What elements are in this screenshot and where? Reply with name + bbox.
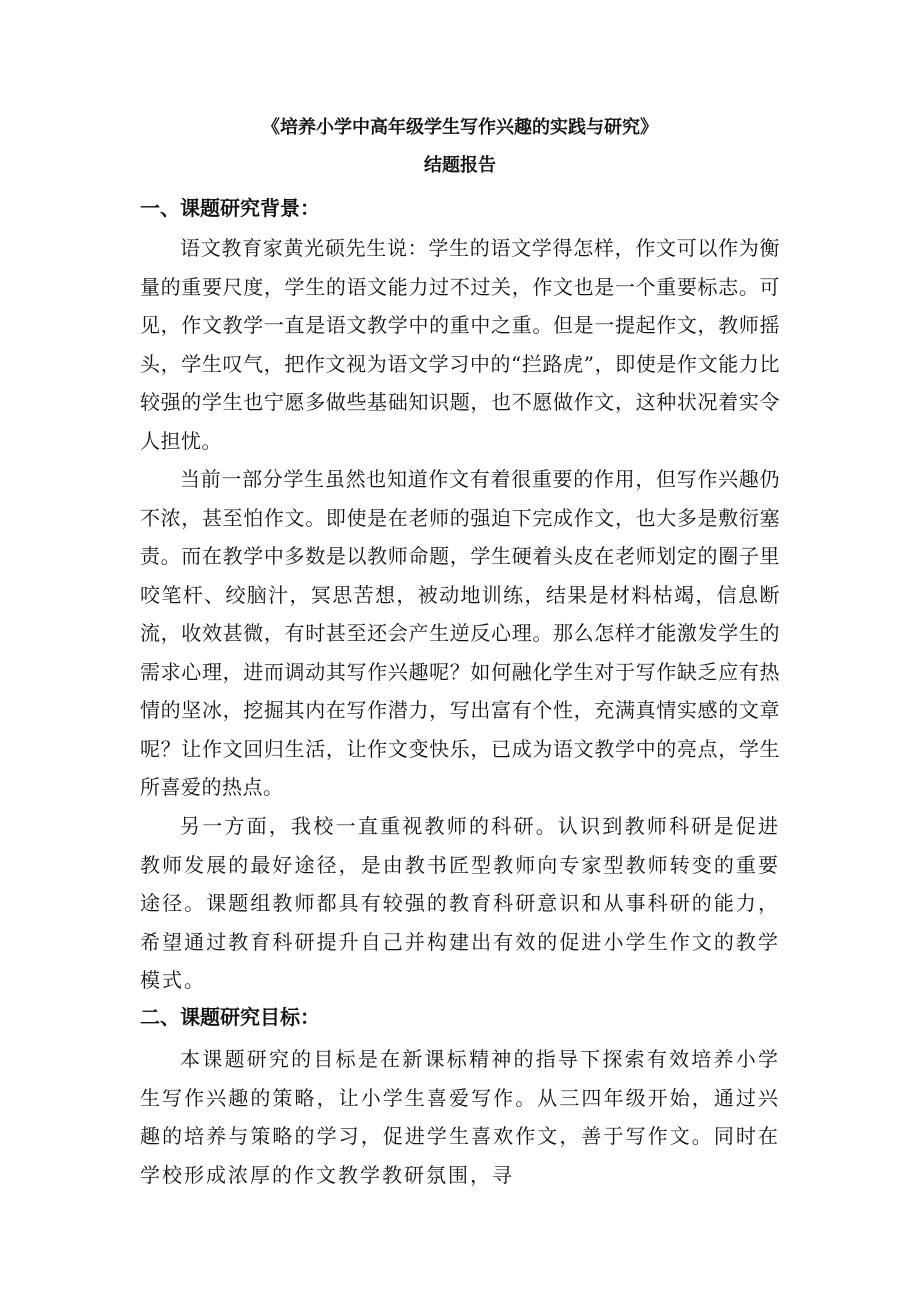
- document-title: 《培养小学中高年级学生写作兴趣的实践与研究》: [262, 117, 658, 138]
- paragraph-goals-1: 本课题研究的目标是在新课标精神的指导下探索有效培养小学生写作兴趣的策略，让小学生喜爱写作。从三四年级开始，通过兴趣的培养与策略的学习，促进学生喜欢作文，善于写作文。同时在学校形成浓厚的作文教学教研氛围，寻: [140, 1047, 780, 1187]
- document-subtitle: 结题报告: [424, 155, 496, 176]
- paragraph-background-2: 当前一部分学生虽然也知道作文有着很重要的作用，但写作兴趣仍不浓，甚至怕作文。即使是在老师的强迫下完成作文，也大多是敷衍塞责。而在教学中多数是以教师命题，学生硬着头皮在老师划定的圈子里咬笔杆、绞脑汁，冥思苦想，被动地训练，结果是材料枯竭，信息断流，收效甚微，有时甚至还会产生逆反心理。那么怎样才能激发学生的需求心理，进而调动其写作兴趣呢？如何融化学生对于写作缺乏应有热情的坚冰，挖掘其内在写作潜力，写出富有个性，充满真情实感的文章呢？让作文回归生活，让作文变快乐，已成为语文教学中的亮点，学生所喜爱的热点。: [140, 467, 780, 799]
- paragraph-background-3: 另一方面，我校一直重视教师的科研。认识到教师科研是促进教师发展的最好途径，是由教书匠型教师向专家型教师转变的重要途径。课题组教师都具有较强的教育科研意识和从事科研的能力，希望通过教育科研提升自己并构建出有效的促进小学生作文的教学模式。: [140, 814, 780, 992]
- section-heading-goals: 二、课题研究目标：: [140, 1005, 320, 1029]
- paragraph-background-1: 语文教育家黄光硕先生说：学生的语文学得怎样，作文可以作为衡量的重要尺度，学生的语文能力过不过关，作文也是一个重要标志。可见，作文教学一直是语文教学中的重中之重。但是一提起作文，教师摇头，学生叹气，把作文视为语文学习中的“拦路虎”，即使是作文能力比较强的学生也宁愿多做些基础知识题，也不愿做作文，这种状况着实令人担忧。: [140, 236, 780, 453]
- section-heading-background: 一、课题研究背景：: [140, 196, 320, 220]
